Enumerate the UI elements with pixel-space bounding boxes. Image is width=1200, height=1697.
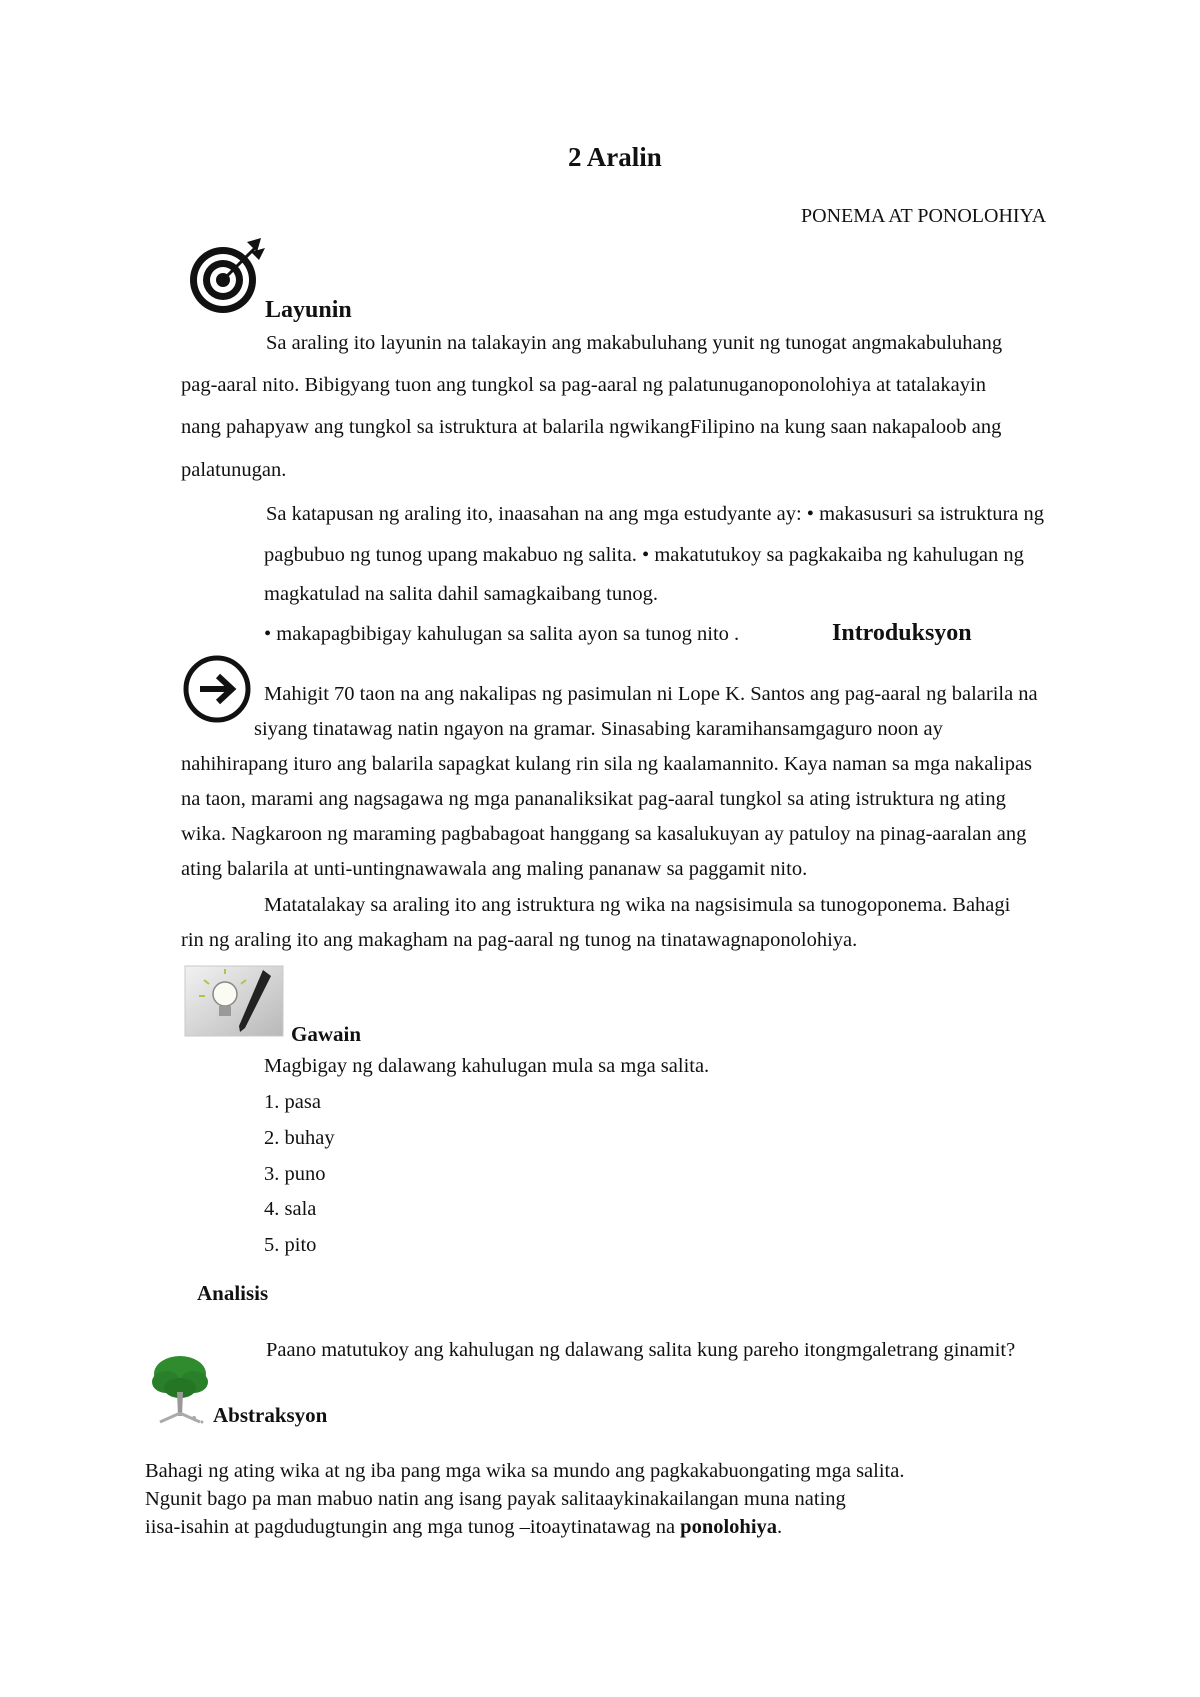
lightbulb-pen-icon (185, 966, 283, 1036)
layunin-para-line: Sa araling ito layunin na talakayin ang makabuluhang yunit ng tunogat angmakabuluhang (266, 332, 1003, 354)
abstraksyon-heading: Abstraksyon (213, 1403, 328, 1427)
intro-para-line: ating balarila at unti-untingnawawala ang maling pananaw sa paggamit nito. (181, 858, 808, 880)
layunin-para-line: pag-aaral nito. Bibigyang tuon ang tungkol sa pag-aaral ng palatunuganoponolohiya at tatalakayin (181, 374, 986, 396)
introduksyon-heading: Introduksyon (832, 620, 972, 646)
analisis-heading: Analisis (197, 1281, 269, 1305)
intro-para-line: rin ng araling ito ang makagham na pag-aaral ng tunog na tinatawagnaponolohiya. (181, 929, 858, 951)
abstraksyon-line3-suffix: . (777, 1516, 783, 1538)
intro-para-line: wika. Nagkaroon ng maraming pagbabagoat hanggang sa kasalukuyan ay patuloy na pinag-aaralan ang (181, 823, 1027, 845)
outcome-line: pagbubuo ng tunog upang makabuo ng salita. • makatutukoy sa pagkakaiba ng kahulugan ng (264, 544, 1024, 566)
intro-para-line: Matatalakay sa araling ito ang istruktura ng wika na nagsisimula sa tunogoponema. Bahagi (264, 894, 1011, 916)
gawain-item: 4. sala (264, 1198, 317, 1220)
gawain-heading: Gawain (291, 1022, 362, 1046)
abstraksyon-line3-prefix: iisa-isahin at pagdudugtungin ang mga tunog –itoaytinatawag na (145, 1516, 681, 1538)
arrow-right-circle-icon (182, 654, 252, 724)
outcome-line: magkatulad na salita dahil samagkaibang tunog. (264, 583, 658, 605)
gawain-instruction: Magbigay ng dalawang kahulugan mula sa mga salita. (264, 1055, 710, 1077)
lesson-title: 2 Aralin (568, 142, 662, 172)
abstraksyon-line: Ngunit bago pa man mabuo natin ang isang payak salitaaykinakailangan muna nating (145, 1488, 846, 1510)
intro-para-line: nahihirapang ituro ang balarila sapagkat kulang rin sila ng kaalamannito. Kaya naman sa mga nakalipas (181, 753, 1033, 775)
lesson-subtitle: PONEMA AT PONOLOHIYA (801, 205, 1047, 227)
target-icon (185, 238, 265, 318)
intro-para-line: siyang tinatawag natin ngayon na gramar. Sinasabing karamihansamgaguro noon ay (254, 718, 943, 740)
ponolohiya-term: ponolohiya (680, 1516, 778, 1538)
layunin-para-line: palatunugan. (181, 459, 287, 481)
tree-icon (150, 1352, 210, 1428)
outcome-line: • makapagbibigay kahulugan sa salita ayon sa tunog nito . (264, 623, 740, 645)
gawain-item: 2. buhay (264, 1127, 335, 1149)
abstraksyon-line (145, 1517, 782, 1538)
abstraksyon-line: Bahagi ng ating wika at ng iba pang mga wika sa mundo ang pagkakabuongating mga salita. (145, 1460, 905, 1482)
layunin-para-line: nang pahapyaw ang tungkol sa istruktura at balarila ngwikangFilipino na kung saan nakapaloob ang (181, 416, 1002, 438)
outcome-line: Sa katapusan ng araling ito, inaasahan na ang mga estudyante ay: • makasusuri sa istruktura ng (266, 503, 1044, 525)
gawain-item: 3. puno (264, 1163, 326, 1185)
intro-para-line: Mahigit 70 taon na ang nakalipas ng pasimulan ni Lope K. Santos ang pag-aaral ng balarila na (264, 683, 1038, 705)
analisis-question: Paano matutukoy ang kahulugan ng dalawang salita kung pareho itongmgaletrang ginamit? (266, 1339, 1016, 1361)
intro-para-line: na taon, marami ang nagsagawa ng mga pananaliksikat pag-aaral tungkol sa ating istruktura ng ating (181, 788, 1006, 810)
gawain-item: 5. pito (264, 1234, 317, 1256)
layunin-heading: Layunin (265, 297, 352, 323)
gawain-item: 1. pasa (264, 1091, 321, 1113)
